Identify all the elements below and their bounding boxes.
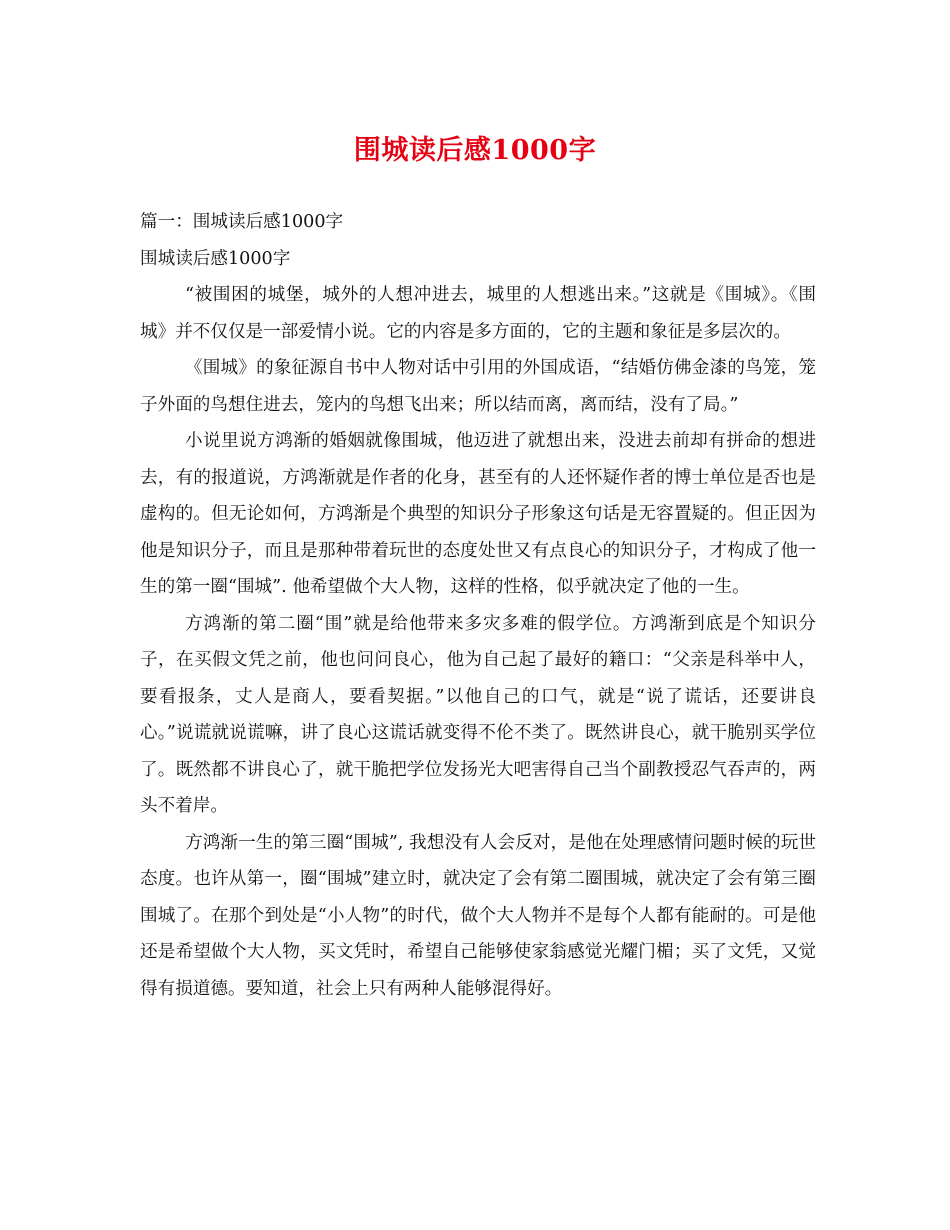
paragraph-1: “被围困的城堡，城外的人想冲进去，城里的人想逃出来。”这就是《围城》。《围城》并不仅仅是一部爱情小说。它的内容是多方面的，它的主题和象征是多层次的。 xyxy=(140,285,816,342)
sub-heading: 围城读后感1000字 xyxy=(140,248,291,269)
paragraph-5: 方鸿渐一生的第三圈“围城”, 我想没有人会反对，是他在处理感情问题时候的玩世态度。也许从第一，圈“围城”建立时，就决定了会有第二圈围城，就决定了会有第三圈围城了。在那个到处是“小人物”的时代，做个大人物并不是每个人都有能耐的。可是他还是希望做个大人物，买文凭时，希望自己能够使家翁感觉光耀门楣；买了文凭，又觉得有损道德。要知道，社会上只有两种人能够混得好。 xyxy=(140,832,816,999)
paragraph-2: 《围城》的象征源自书中人物对话中引用的外国成语，“结婚仿佛金漆的鸟笼，笼子外面的鸟想住进去，笼内的鸟想飞出来；所以结而离，离而结，没有了局。” xyxy=(140,358,816,415)
document-body xyxy=(140,204,816,1007)
section-heading: 篇一：围城读后感1000字 xyxy=(140,212,344,232)
paragraph-3: 小说里说方鸿渐的婚姻就像围城，他迈进了就想出来，没进去前却有拼命的想进去，有的报道说，方鸿渐就是作者的化身，甚至有的人还怀疑作者的博士单位是否也是虚构的。但无论如何，方鸿渐是个典型的知识分子形象这句话是无容置疑的。但正因为他是知识分子，而且是那种带着玩世的态度处世又有点良心的知识分子，才构成了他一生的第一圈“围城”. 他希望做个大人物，这样的性格，似乎就决定了他的一生。 xyxy=(140,431,816,597)
paragraph-4: 方鸿渐的第二圈“围”就是给他带来多灾多难的假学位。方鸿渐到底是个知识分子，在买假文凭之前，他也问问良心，他为自己起了最好的籍口：“父亲是科举中人，要看报条，丈人是商人，要看契据。”以他自己的口气，就是“说了谎话，还要讲良心。”说谎就说谎嘛，讲了良心这谎话就变得不伦不类了。既然讲良心，就干脆别买学位了。既然都不讲良心了，就干脆把学位发扬光大吧害得自己当个副教授忍气吞声的，两头不着岸。 xyxy=(140,613,816,816)
document-title: 围城读后感1000字 xyxy=(353,135,597,166)
